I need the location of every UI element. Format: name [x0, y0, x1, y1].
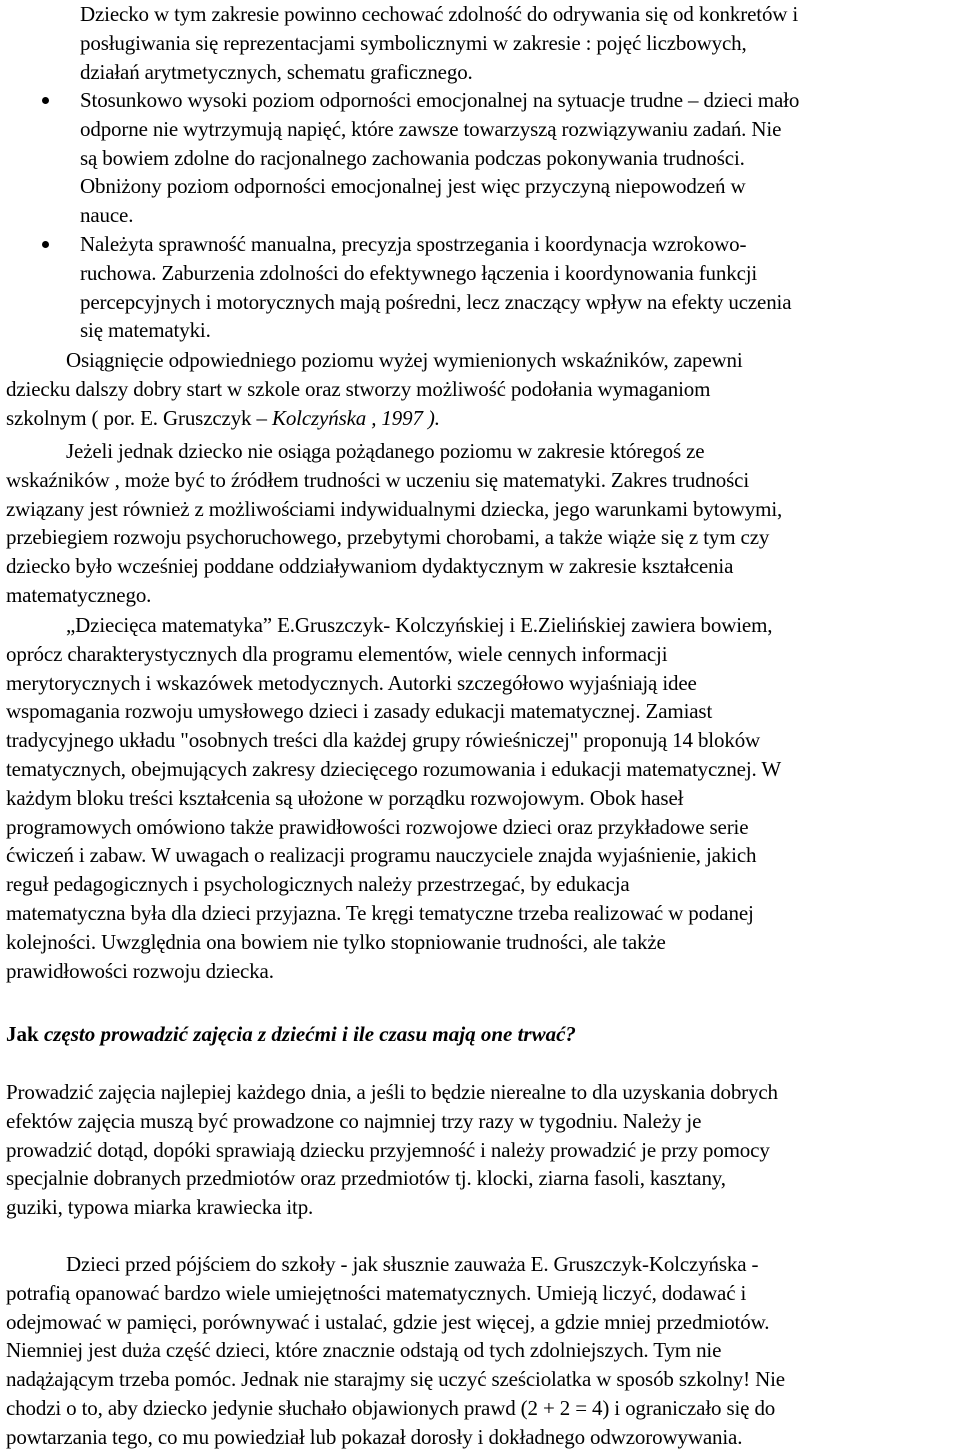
- intro-paragraph: [80, 0, 954, 86]
- text-line: odejmować w pamięci, porównywać i ustalać, gdzie jest więcej, a gdzie mniej przedmiotów.: [6, 1309, 770, 1334]
- bullet-item-manual-skill: [80, 230, 954, 345]
- text-line: kolejności. Uwzględnia ona bowiem nie tylko stopniowanie trudności, ale także: [6, 929, 666, 954]
- text-run: szkolnym ( por. E. Gruszczyk –: [6, 405, 272, 430]
- text-line: prowadzić dotąd, dopóki sprawiają dziecku przyjemność i należy prowadzić je przy pomocy: [6, 1137, 770, 1162]
- paragraph-preschool-skills: [6, 1250, 954, 1452]
- text-line: dziecku dalszy dobry start w szkole oraz stworzy możliwość podołania wymaganiom: [6, 376, 711, 401]
- text-line: merytorycznych i wskazówek metodycznych. Autorki szczegółowo wyjaśniają idee: [6, 670, 697, 695]
- text-line: wskaźników , może być to źródłem trudności w uczeniu się matematyki. Zakres trudności: [6, 467, 750, 492]
- bullet-icon: [42, 241, 49, 248]
- text-line: specjalnie dobranych przedmiotów oraz przedmiotów tj. klocki, ziarna fasoli, kasztany,: [6, 1166, 726, 1191]
- text-line: powtarzania tego, co mu powiedział lub pokazał dorosły i dokładnego odwzorowywania.: [6, 1424, 743, 1449]
- text-line: guziki, typowa miarka krawiecka itp.: [6, 1195, 314, 1220]
- paragraph-childrens-math: [6, 611, 954, 985]
- text-line: nadążającym trzeba pomóc. Jednak nie starajmy się uczyć sześciolatka w sposób szkolny! Nie: [6, 1367, 785, 1392]
- text-line: posługiwania się reprezentacjami symbolicznymi w zakresie : pojęć liczbowych,: [80, 30, 747, 55]
- text-line: Jeżeli jednak dziecko nie osiąga pożądanego poziomu w zakresie któregoś ze: [66, 439, 705, 463]
- text-line: programowych omówiono także prawidłowości rozwojowe dzieci oraz przykładowe serie: [6, 814, 749, 839]
- text-line: związany jest również z możliwościami indywidualnymi dziecka, jego warunkami bytowymi,: [6, 496, 783, 521]
- text-line: potrafią opanować bardzo wiele umiejętności matematycznych. Umieją liczyć, dodawać i: [6, 1280, 747, 1305]
- heading-bold-italic: często prowadzić zajęcia z dziećmi i ile czasu mają one trwać?: [43, 1022, 576, 1046]
- text-line: reguł pedagogicznych i psychologicznych należy przestrzegać, by edukacja: [6, 872, 630, 897]
- text-line: się matematyki.: [80, 318, 211, 343]
- text-line: każdym bloku treści kształcenia są ułożone w porządku rozwojowym. Obok haseł: [6, 785, 684, 810]
- text-line: ćwiczeń i zabaw. W uwagach o realizacji programu nauczyciele znajda wyjaśnienie, jakich: [6, 843, 757, 868]
- text-line: tradycyjnego układu "osobnych treści dla każdej grupy rówieśniczej" proponują 14 bloków: [6, 728, 761, 753]
- text-line: efektów zajęcia muszą być prowadzone co najmniej trzy razy w tygodniu. Należy je: [6, 1108, 702, 1133]
- paragraph-difficulties: [6, 437, 954, 610]
- text-line: są bowiem zdolne do racjonalnego zachowania podczas pokonywania trudności.: [80, 145, 745, 170]
- text-line: percepcyjnych i motorycznych mają pośredni, lecz znaczący wpływ na efekty uczenia: [80, 289, 792, 314]
- text-line: Dzieci przed pójściem do szkoły - jak słusznie zauważa E. Gruszczyk-Kolczyńska -: [66, 1252, 759, 1276]
- text-line: dziecko było wcześniej poddane oddziaływaniom dydaktycznym w zakresie kształcenia: [6, 554, 734, 579]
- text-line: „Dziecięca matematyka” E.Gruszczyk- Kolczyńskiej i E.Zielińskiej zawiera bowiem,: [66, 613, 773, 637]
- text-line: Prowadzić zajęcia najlepiej każdego dnia, a jeśli to będzie nierealne to dla uzyskania dobrych: [6, 1080, 778, 1104]
- text-line: odporne nie wytrzymują napięć, które zawsze towarzyszą rozwiązywaniu zadań. Nie: [80, 116, 782, 141]
- text-line: wspomagania rozwoju umysłowego dzieci i zasady edukacji matematycznej. Zamiast: [6, 699, 713, 724]
- section-heading: [6, 1020, 576, 1049]
- text-line: Dziecko w tym zakresie powinno cechować zdolność do odrywania się od konkretów i: [80, 2, 799, 26]
- bullet-icon: [42, 97, 49, 104]
- text-line: oprócz charakterystycznych dla programu elementów, wiele cennych informacji: [6, 641, 668, 666]
- text-line: tematycznych, obejmujących zakresy dziecięcego rozumowania i edukacji matematycznej. W: [6, 756, 782, 781]
- text-line: nauce.: [80, 203, 134, 228]
- citation-italic: Kolczyńska , 1997 ).: [271, 405, 440, 430]
- text-line: matematyczna była dla dzieci przyjazna. Te kręgi tematyczne trzeba realizować w podanej: [6, 900, 754, 925]
- text-line: Obniżony poziom odporności emocjonalnej jest więc przyczyną niepowodzeń w: [80, 174, 746, 199]
- paragraph-frequency: [6, 1078, 954, 1222]
- text-line: chodzi o to, aby dziecko jedynie słuchało objawionych prawd (2 + 2 = 4) i ograniczało się do: [6, 1395, 776, 1420]
- text-line: ruchowa. Zaburzenia zdolności do efektywnego łączenia i koordynowania funkcji: [80, 260, 758, 285]
- text-line: Osiągnięcie odpowiedniego poziomu wyżej wymienionych wskaźników, zapewni: [66, 348, 743, 372]
- paragraph-achievement: [6, 346, 954, 432]
- text-line: Niemniej jest duża część dzieci, które znacznie odstają od tych zdolniejszych. Tym nie: [6, 1338, 722, 1363]
- text-line: matematycznego.: [6, 582, 152, 607]
- heading-bold: Jak: [6, 1022, 44, 1046]
- text-line: [6, 404, 954, 433]
- text-line: prawidłowości rozwoju dziecka.: [6, 958, 274, 983]
- text-line: przebiegiem rozwoju psychoruchowego, przebytymi chorobami, a także wiąże się z tym czy: [6, 525, 770, 550]
- bullet-item-emotional-resilience: [80, 86, 954, 230]
- text-line: Należyta sprawność manualna, precyzja spostrzegania i koordynacja wzrokowo-: [80, 232, 747, 256]
- text-line: Stosunkowo wysoki poziom odporności emocjonalnej na sytuacje trudne – dzieci mało: [80, 88, 800, 112]
- text-line: działań arytmetycznych, schematu graficznego.: [80, 59, 473, 84]
